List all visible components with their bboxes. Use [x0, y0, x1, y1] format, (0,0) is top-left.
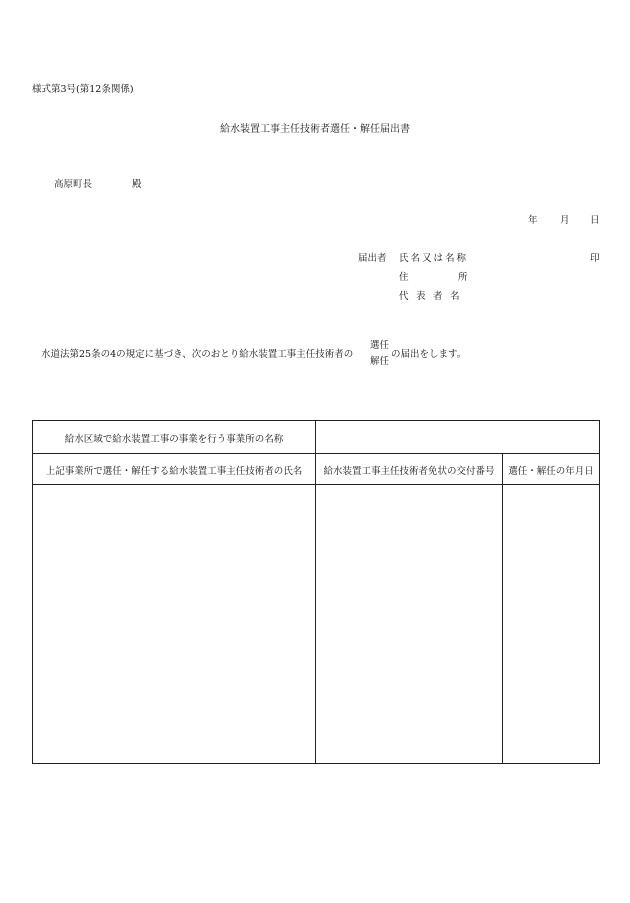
table-row-divider [33, 453, 599, 454]
date-header: 選任・解任の年月日 [508, 466, 594, 477]
applicant-label: 届出者 [358, 253, 387, 264]
form-number: 様式第3号(第12条関係) [32, 84, 134, 95]
date-day-label: 日 [590, 215, 600, 226]
license-number-entry[interactable] [316, 485, 502, 763]
statement-text-before: 水道法第25条の4の規定に基づき、次のおとり給水装置工事主任技術者の [41, 349, 354, 360]
engineer-name-header: 上記事業所で選任・解任する給水装置工事主任技術者の氏名 [45, 466, 303, 477]
office-name-label: 給水区域で給水装置工事の事業を行う事業所の名称 [64, 434, 284, 445]
applicant-address-label-1: 住 [399, 272, 409, 283]
seal-mark: 印 [590, 253, 600, 264]
applicant-representative-label: 代表者名 [399, 291, 468, 302]
statement-option-dismiss: 解任 [370, 356, 390, 367]
addressee-name: 高原町長 [54, 179, 93, 190]
statement-option-appoint: 選任 [370, 340, 390, 351]
engineer-name-entry[interactable] [33, 485, 315, 763]
form-table [32, 420, 600, 764]
statement-text-after: の届出をします。 [391, 349, 467, 360]
date-entry[interactable] [503, 485, 599, 763]
applicant-name-label: 氏名又は名称 [399, 253, 469, 264]
date-month-label: 月 [560, 215, 570, 226]
addressee-suffix: 殿 [132, 179, 142, 190]
license-number-header: 給水装置工事主任技術者免状の交付番号 [323, 466, 495, 477]
date-year-label: 年 [528, 215, 538, 226]
applicant-address-label-2: 所 [458, 272, 468, 283]
document-title: 給水装置工事主任技術者選任・解任届出書 [220, 124, 410, 135]
